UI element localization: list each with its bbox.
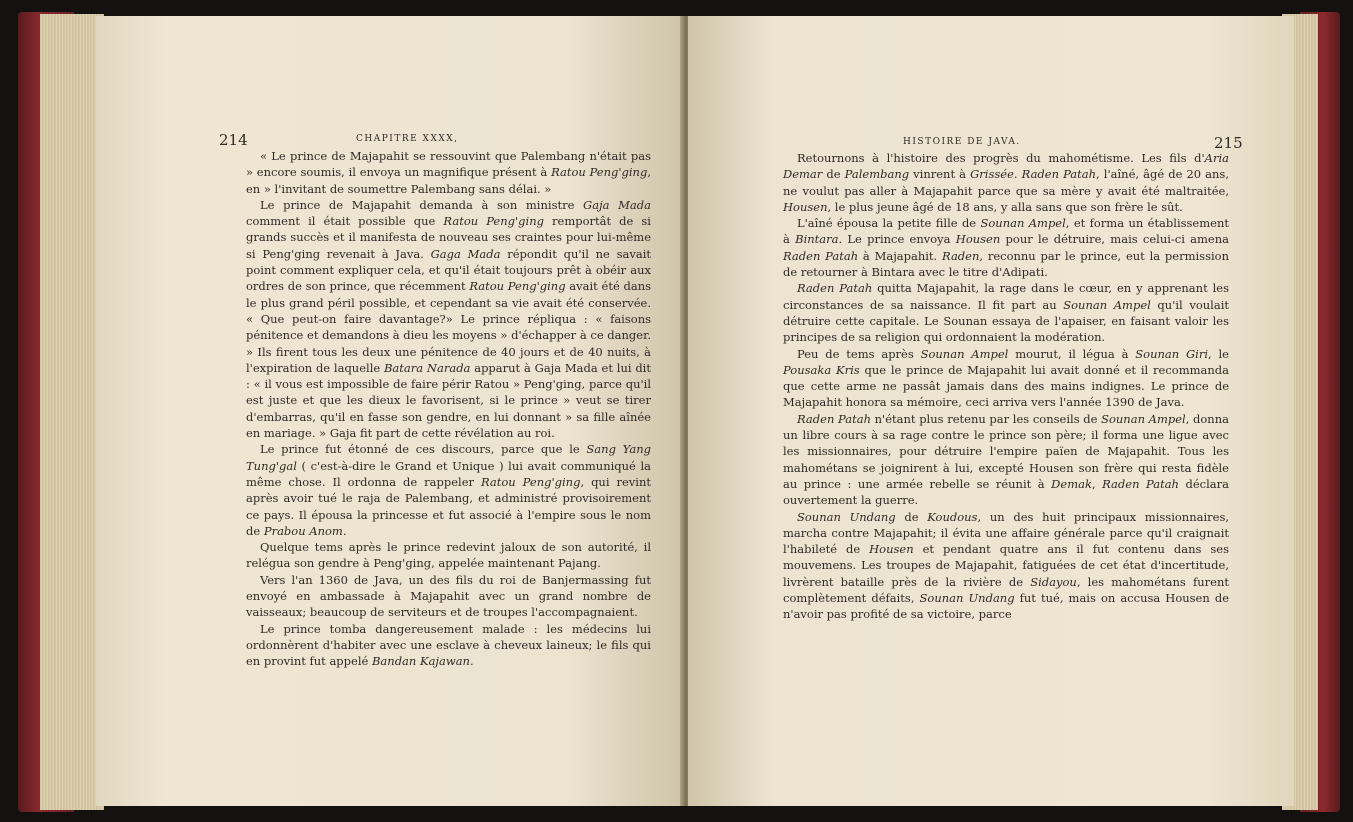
italic-name: Palembang <box>844 167 910 182</box>
italic-name: Grissée <box>970 167 1014 182</box>
running-header: HISTOIRE DE JAVA. <box>903 137 1021 147</box>
paragraph: Peu de tems après Sounan Ampel mourut, il légua à Sounan Giri, le Pousaka Kris que le prince de Majapahit lui avait donné et il recommanda que cette arme ne passât jamais dans des mains indignes. Le prince de Majapahit honora sa mémoire, ceci arriva vers l'année 1390 de Java. <box>783 346 1229 410</box>
paragraph: Le prince de Majapahit demanda à son ministre Gaja Mada comment il était possible que Ratou Peng'ging remportât de si grands succès et il manifesta de nouveau ses craintes pour lui-même si Peng'ging revenait à Java. Gaga Mada répondit qu'il ne savait point comment expliquer cela, et qu'il était toujours prêt à obéir aux ordres de son prince, que récemment Ratou Peng'ging avait été dans le plus grand péril possible, et cependant sa vie avait été conservée. « Que peut-on faire davantage?» Le prince répliqua : « faisons pénitence et demandons à dieu les moyens » d'échapper à ce danger. » Ils firent tous les deux une pénitence de 40 jours et de 40 nuits, à l'expiration de laquelle Batara Narada apparut à Gaja Mada et lui dit : « il vous est impossible de faire périr Ratou » Peng'ging, parce qu'il est juste et que les dieux le favorisent, si le prince » veut se tirer d'embarras, qu'il en fasse son gendre, en lui donnant » sa fille aînée en mariage. » Gaja fit part de cette révélation au roi. <box>246 197 652 441</box>
italic-name: Housen <box>869 542 914 557</box>
paragraph: « Le prince de Majapahit se ressouvint que Palembang n'était pas » encore soumis, il envoya un magnifique présent à Ratou Peng'ging, en » l'invitant de soumettre Palembang sans délai. » <box>246 149 651 196</box>
italic-name: Gaga Mada <box>430 246 501 261</box>
paragraph: L'aîné épousa la petite fille de Sounan Ampel, et forma un établissement à Bintara. Le prince envoya Housen pour le détruire, mais celui-ci amena Raden Patah à Majapahit. Raden, reconnu par le prince, eut la permission de retourner à Bintara avec le titre d'Adipati. <box>783 216 1229 280</box>
page-edges-left <box>40 14 104 810</box>
italic-name: Bintara <box>795 232 839 247</box>
italic-name: Sounan Giri <box>1135 346 1209 361</box>
italic-name: Raden Patah <box>783 248 859 263</box>
running-header: CHAPITRE XXXX, <box>356 134 459 144</box>
italic-name: Ratou Peng'ging <box>551 165 648 180</box>
italic-name: Bandan Kajawan <box>371 654 470 669</box>
italic-name: Sounan Ampel <box>920 346 1009 361</box>
italic-name: Raden Patah <box>1102 476 1179 491</box>
paragraph: Sounan Undang de Koudous, un des huit principaux missionnaires, marcha contre Majapahit; il évita une affaire générale parce qu'il craignait l'habileté de Housen et pendant quatre ans il fut contenu dans ses mouvemens. Les troupes de Majapahit, fatiguées de cet état d'incertitude, livrèrent bataille près de la rivière de Sidayou, les mahométans furent complètement défaits, Sounan Undang fut tué, mais on accusa Housen de n'avoir pas profité de sa victoire, parce <box>783 509 1229 622</box>
italic-name: Raden <box>942 248 980 263</box>
italic-name: Raden Patah <box>1021 167 1097 182</box>
italic-name: Sounan Undang <box>919 591 1015 606</box>
paragraph: Vers l'an 1360 de Java, un des fils du roi de Banjermassing fut envoyé en ambassade à Majapahit avec un grand nombre de vaisseaux; beaucoup de serviteurs et de troupes l'accompagnaient. <box>246 572 651 620</box>
italic-name: Gaja Mada <box>583 197 651 212</box>
italic-name: Pousaka Kris <box>783 362 860 377</box>
italic-name: Sounan Ampel <box>1063 297 1151 312</box>
italic-name: Koudous <box>927 509 978 524</box>
paragraph: Retournons à l'histoire des progrès du mahométisme. Les fils d'Aria Demar de Palembang vinrent à Grissée. Raden Patah, l'aîné, âgé de 20 ans, ne voulut pas aller à Majapahit parce que sa mère y avait été maltraitée, Housen, le plus jeune âgé de 18 ans, y alla sans que son frère le sût. <box>783 151 1229 214</box>
italic-name: Ratou Peng'ging <box>480 474 581 489</box>
left-page-body <box>246 148 651 670</box>
left-page <box>96 16 684 806</box>
page-number: 215 <box>1214 134 1243 152</box>
italic-name: Ratou Peng'ging <box>469 279 566 294</box>
italic-name: Prabou Anom <box>263 523 343 538</box>
italic-name: Ratou Peng'ging <box>443 214 544 229</box>
italic-name: Sidayou <box>1030 574 1077 589</box>
italic-name: Aria Demar <box>783 151 1229 182</box>
italic-name: Housen <box>955 232 1001 247</box>
right-page <box>688 16 1294 806</box>
italic-name: Sang Yang Tung'gal <box>246 442 651 473</box>
paragraph: Raden Patah n'étant plus retenu par les conseils de Sounan Ampel, donna un libre cours à sa rage contre le prince son père; il forma une ligue avec les missionnaires, pour détruire l'empire païen de Majapahit. Tous les mahométans se joignirent à lui, excepté Housen son frère qui resta fidèle au prince : une armée rebelle se réunit à Demak, Raden Patah déclara ouvertement la guerre. <box>783 411 1229 508</box>
page-number: 214 <box>219 131 248 149</box>
italic-name: Raden Patah <box>797 411 871 426</box>
right-page-body <box>783 150 1229 623</box>
paragraph: Quelque tems après le prince redevint jaloux de son autorité, il relégua son gendre à Peng'ging, appelée maintenant Pajang. <box>246 540 651 571</box>
paragraph: Le prince tomba dangereusement malade : les médecins lui ordonnèrent d'habiter avec une esclave à cheveux laineux; le fils qui en provint fut appelé Bandan Kajawan. <box>246 621 651 669</box>
italic-name: Batara Narada <box>383 360 471 375</box>
italic-name: Housen <box>783 199 828 214</box>
italic-name: Raden Patah <box>797 281 873 296</box>
italic-name: Demak <box>1051 476 1092 491</box>
paragraph: Raden Patah quitta Majapahit, la rage dans le cœur, en y apprenant les circonstances de sa naissance. Il fit part au Sounan Ampel qu'il voulait détruire cette capitale. Le Sounan essaya de l'apaiser, en faisant valoir les principes de sa religion qui ordonnaient la modération. <box>783 281 1230 345</box>
italic-name: Sounan Ampel <box>1101 411 1186 426</box>
italic-name: Sounan Ampel <box>980 216 1066 231</box>
italic-name: Sounan Undang <box>797 509 896 524</box>
paragraph: Le prince fut étonné de ces discours, parce que le Sang Yang Tung'gal ( c'est-à-dire le Grand et Unique ) lui avait communiqué la même chose. Il ordonna de rappeler Ratou Peng'ging, qui revint après avoir tué le raja de Palembang, et administré provisoirement ce pays. Il épousa la princesse et fut associé à l'empire sous le nom de Prabou Anom. <box>246 442 651 538</box>
